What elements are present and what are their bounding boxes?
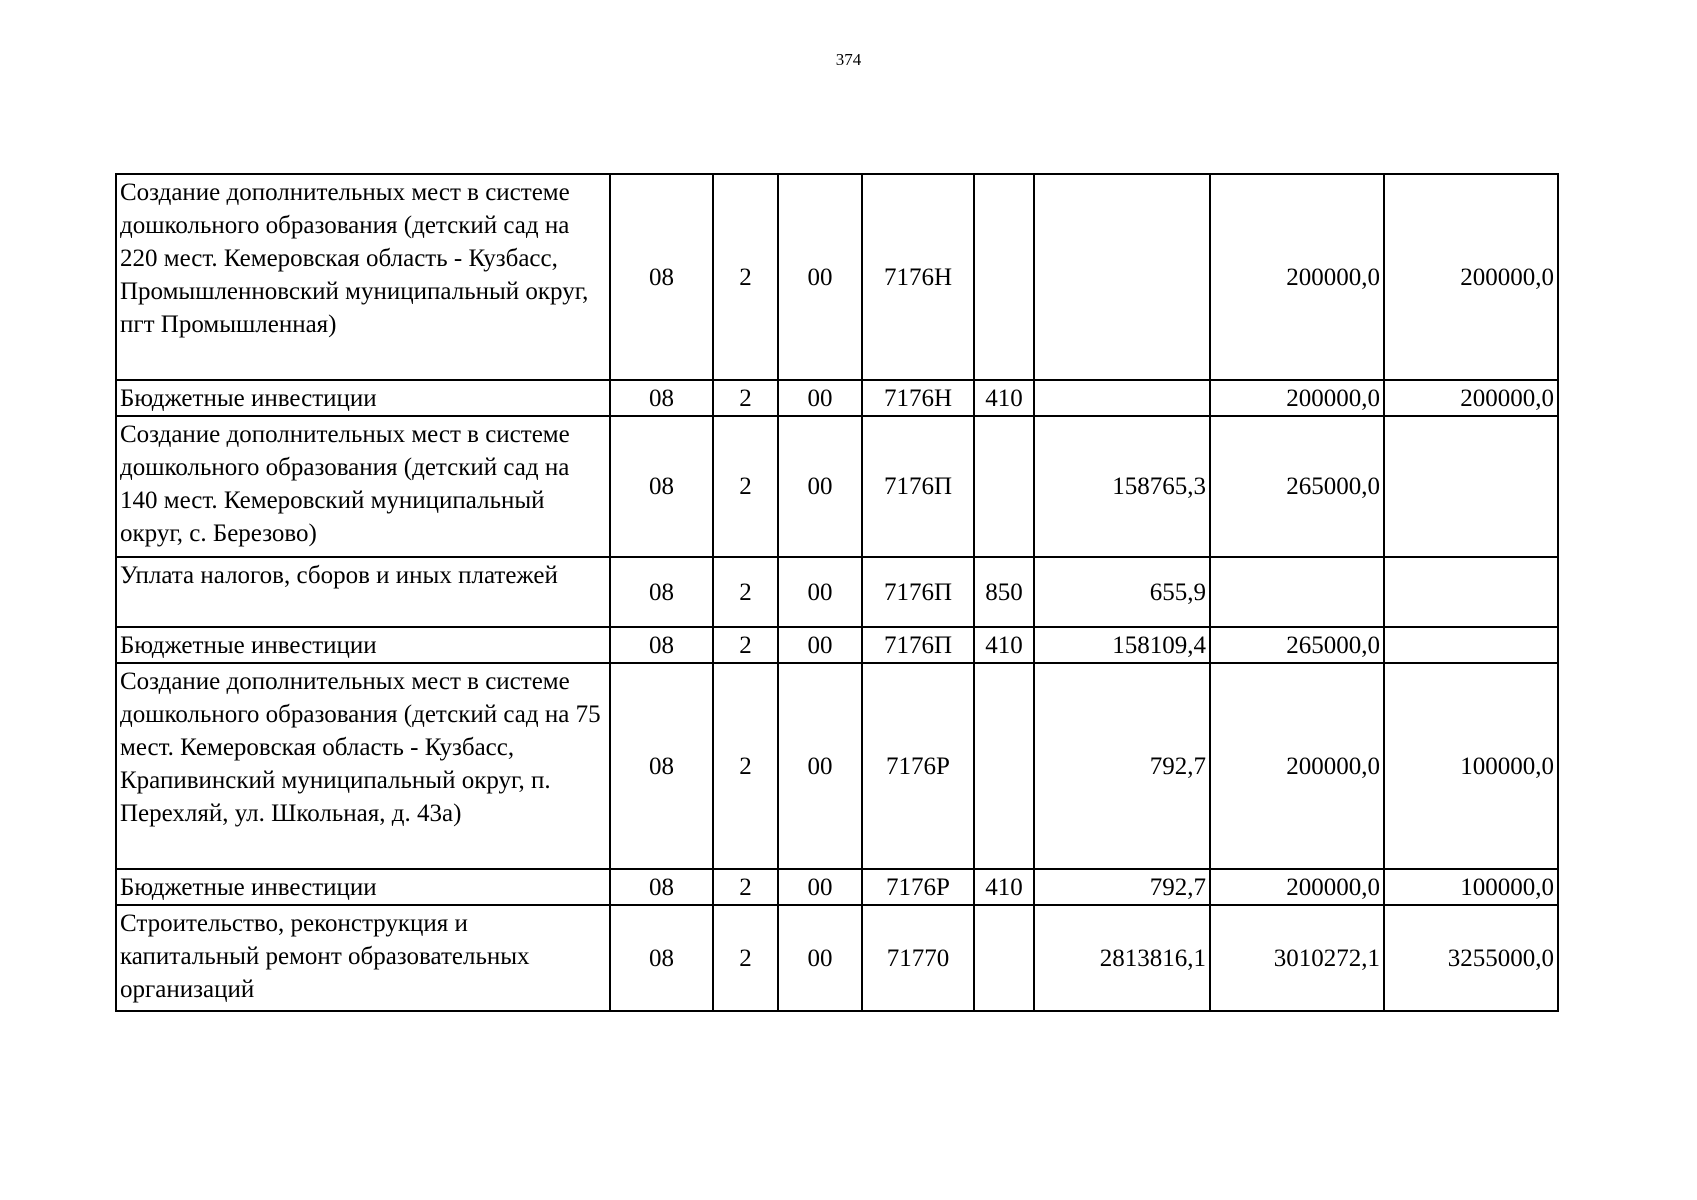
row-name: Бюджетные инвестиции bbox=[116, 627, 610, 663]
row-name: Уплата налогов, сборов и иных платежей bbox=[116, 557, 610, 627]
subsection-code: 2 bbox=[713, 905, 778, 1011]
subsection-code: 2 bbox=[713, 869, 778, 905]
table-row bbox=[116, 869, 1558, 905]
expense-kind-code bbox=[974, 905, 1034, 1011]
amount-col-1: 655,9 bbox=[1034, 557, 1210, 627]
amount-col-2: 200000,0 bbox=[1210, 380, 1384, 416]
group-code: 00 bbox=[778, 416, 862, 557]
subsection-code: 2 bbox=[713, 416, 778, 557]
group-code: 00 bbox=[778, 869, 862, 905]
amount-col-2: 265000,0 bbox=[1210, 416, 1384, 557]
group-code: 00 bbox=[778, 557, 862, 627]
amount-col-1: 158109,4 bbox=[1034, 627, 1210, 663]
expense-kind-code bbox=[974, 174, 1034, 380]
amount-col-1: 158765,3 bbox=[1034, 416, 1210, 557]
section-code: 08 bbox=[610, 557, 713, 627]
expense-kind-code: 850 bbox=[974, 557, 1034, 627]
group-code: 00 bbox=[778, 627, 862, 663]
amount-col-3 bbox=[1384, 416, 1558, 557]
group-code: 00 bbox=[778, 380, 862, 416]
budget-table bbox=[115, 173, 1559, 1012]
subsection-code: 2 bbox=[713, 663, 778, 869]
expense-kind-code: 410 bbox=[974, 627, 1034, 663]
amount-col-2: 200000,0 bbox=[1210, 869, 1384, 905]
amount-col-3: 200000,0 bbox=[1384, 380, 1558, 416]
amount-col-1: 792,7 bbox=[1034, 663, 1210, 869]
amount-col-2 bbox=[1210, 557, 1384, 627]
target-code: 7176П bbox=[862, 416, 974, 557]
row-name: Бюджетные инвестиции bbox=[116, 380, 610, 416]
group-code: 00 bbox=[778, 663, 862, 869]
target-code: 7176Н bbox=[862, 380, 974, 416]
amount-col-1: 2813816,1 bbox=[1034, 905, 1210, 1011]
amount-col-3: 100000,0 bbox=[1384, 869, 1558, 905]
amount-col-1 bbox=[1034, 380, 1210, 416]
section-code: 08 bbox=[610, 905, 713, 1011]
target-code: 7176П bbox=[862, 627, 974, 663]
group-code: 00 bbox=[778, 174, 862, 380]
table-row bbox=[116, 627, 1558, 663]
section-code: 08 bbox=[610, 380, 713, 416]
row-name: Создание дополнительных мест в системе дошкольного образования (детский сад на 140 мест. Кемеровский муниципальный округ, с. Березово) bbox=[116, 416, 610, 557]
amount-col-3 bbox=[1384, 557, 1558, 627]
table-row bbox=[116, 380, 1558, 416]
amount-col-2: 3010272,1 bbox=[1210, 905, 1384, 1011]
target-code: 71770 bbox=[862, 905, 974, 1011]
subsection-code: 2 bbox=[713, 380, 778, 416]
table-row bbox=[116, 905, 1558, 1011]
expense-kind-code bbox=[974, 416, 1034, 557]
target-code: 7176Р bbox=[862, 663, 974, 869]
row-name: Строительство, реконструкция и капитальный ремонт образовательных организаций bbox=[116, 905, 610, 1011]
amount-col-1: 792,7 bbox=[1034, 869, 1210, 905]
amount-col-1 bbox=[1034, 174, 1210, 380]
target-code: 7176Н bbox=[862, 174, 974, 380]
subsection-code: 2 bbox=[713, 627, 778, 663]
amount-col-2: 200000,0 bbox=[1210, 663, 1384, 869]
section-code: 08 bbox=[610, 663, 713, 869]
target-code: 7176Р bbox=[862, 869, 974, 905]
table-row bbox=[116, 663, 1558, 869]
subsection-code: 2 bbox=[713, 174, 778, 380]
amount-col-2: 265000,0 bbox=[1210, 627, 1384, 663]
expense-kind-code bbox=[974, 663, 1034, 869]
section-code: 08 bbox=[610, 416, 713, 557]
amount-col-2: 200000,0 bbox=[1210, 174, 1384, 380]
row-name: Бюджетные инвестиции bbox=[116, 869, 610, 905]
section-code: 08 bbox=[610, 174, 713, 380]
amount-col-3: 3255000,0 bbox=[1384, 905, 1558, 1011]
group-code: 00 bbox=[778, 905, 862, 1011]
amount-col-3: 200000,0 bbox=[1384, 174, 1558, 380]
expense-kind-code: 410 bbox=[974, 869, 1034, 905]
expense-kind-code: 410 bbox=[974, 380, 1034, 416]
amount-col-3: 100000,0 bbox=[1384, 663, 1558, 869]
budget-table-body bbox=[116, 174, 1558, 1011]
row-name: Создание дополнительных мест в системе дошкольного образования (детский сад на 220 мест. Кемеровская область - Кузбасс, Промышленновский муниципальный округ, пгт Промышленная) bbox=[116, 174, 610, 380]
section-code: 08 bbox=[610, 869, 713, 905]
amount-col-3 bbox=[1384, 627, 1558, 663]
page-number: 374 bbox=[835, 50, 862, 69]
table-row bbox=[116, 557, 1558, 627]
row-name: Создание дополнительных мест в системе дошкольного образования (детский сад на 75 мест. Кемеровская область - Кузбасс, Крапивинский муниципальный округ, п. Перехляй, ул. Школьная, д. 43а) bbox=[116, 663, 610, 869]
section-code: 08 bbox=[610, 627, 713, 663]
subsection-code: 2 bbox=[713, 557, 778, 627]
table-row bbox=[116, 174, 1558, 380]
table-row bbox=[116, 416, 1558, 557]
target-code: 7176П bbox=[862, 557, 974, 627]
